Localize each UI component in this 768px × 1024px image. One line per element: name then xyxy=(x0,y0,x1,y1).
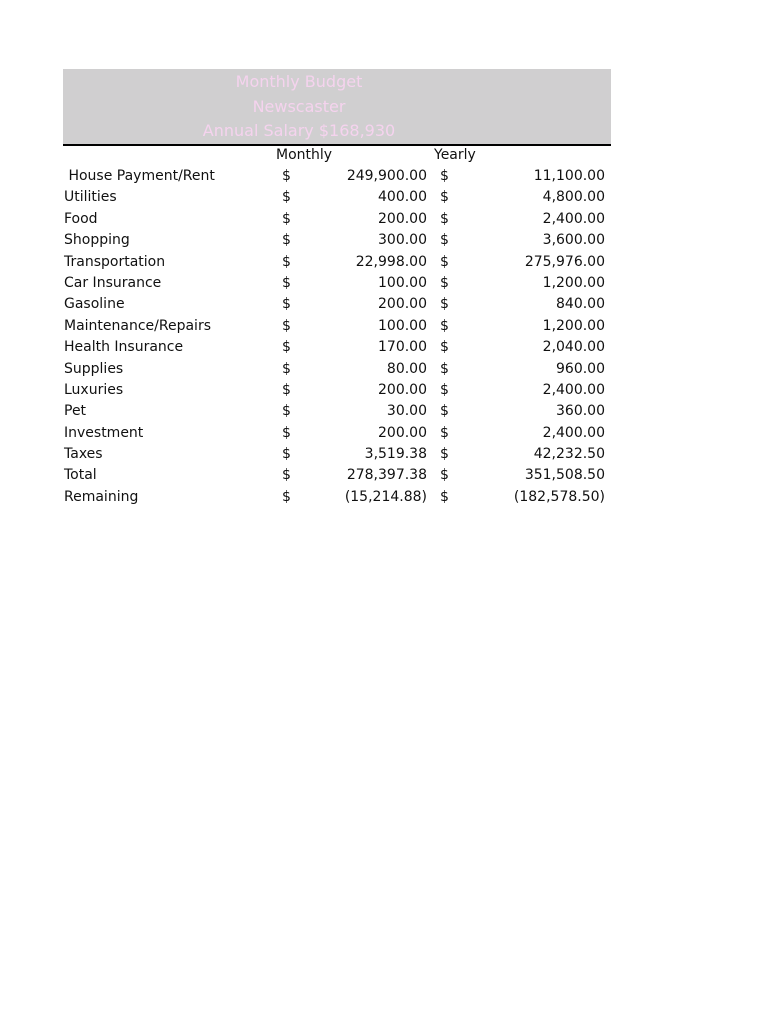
monthly-currency-symbol: $ xyxy=(282,360,291,377)
yearly-amount: 1,200.00 xyxy=(542,317,605,334)
row-label: Transportation xyxy=(64,253,166,270)
yearly-currency-symbol: $ xyxy=(440,189,449,206)
column-header-yearly: Yearly xyxy=(434,147,476,163)
yearly-amount: 840.00 xyxy=(556,296,605,313)
yearly-currency-symbol: $ xyxy=(440,488,449,505)
row-label: Gasoline xyxy=(64,296,125,313)
header-band xyxy=(63,69,611,146)
table-row xyxy=(63,230,611,251)
yearly-amount: 960.00 xyxy=(556,360,605,377)
yearly-amount: 42,232.50 xyxy=(533,446,605,463)
monthly-amount: 300.00 xyxy=(378,232,427,249)
yearly-amount: 360.00 xyxy=(556,403,605,420)
monthly-currency-symbol: $ xyxy=(282,339,291,356)
row-label: Pet xyxy=(64,403,87,420)
monthly-currency-symbol: $ xyxy=(282,424,291,441)
row-label: Remaining xyxy=(64,488,139,505)
monthly-amount: 170.00 xyxy=(378,339,427,356)
yearly-currency-symbol: $ xyxy=(440,210,449,227)
yearly-amount: 3,600.00 xyxy=(542,232,605,249)
monthly-currency-symbol: $ xyxy=(282,232,291,249)
row-label: Taxes xyxy=(64,446,103,463)
yearly-currency-symbol: $ xyxy=(440,381,449,398)
row-label: Utilities xyxy=(64,189,117,206)
row-label: Supplies xyxy=(64,360,124,377)
yearly-amount: 351,508.50 xyxy=(524,467,605,484)
monthly-currency-symbol: $ xyxy=(282,403,291,420)
monthly-amount: 100.00 xyxy=(378,317,427,334)
table-row xyxy=(63,209,611,230)
row-label: Luxuries xyxy=(64,381,124,398)
yearly-currency-symbol: $ xyxy=(440,424,449,441)
monthly-currency-symbol: $ xyxy=(282,296,291,313)
yearly-amount: 2,400.00 xyxy=(542,381,605,398)
monthly-currency-symbol: $ xyxy=(282,317,291,334)
row-label: Car Insurance xyxy=(64,274,162,291)
table-row xyxy=(63,337,611,358)
sheet-title: Monthly Budget xyxy=(235,72,363,91)
row-label: Total xyxy=(64,467,97,484)
table-row xyxy=(63,359,611,380)
table-row xyxy=(63,444,611,465)
yearly-amount: (182,578.50) xyxy=(513,488,605,505)
yearly-currency-symbol: $ xyxy=(440,339,449,356)
yearly-currency-symbol: $ xyxy=(440,296,449,313)
monthly-amount: (15,214.88) xyxy=(344,488,427,505)
yearly-currency-symbol: $ xyxy=(440,360,449,377)
row-label: Health Insurance xyxy=(64,339,184,356)
monthly-amount: 3,519.38 xyxy=(364,446,427,463)
budget-sheet xyxy=(63,69,611,508)
monthly-currency-symbol: $ xyxy=(282,446,291,463)
table-row xyxy=(63,316,611,337)
table-row xyxy=(63,273,611,294)
monthly-amount: 30.00 xyxy=(386,403,427,420)
table-row xyxy=(63,380,611,401)
yearly-currency-symbol: $ xyxy=(440,467,449,484)
monthly-amount: 249,900.00 xyxy=(346,168,427,184)
table-row xyxy=(63,401,611,422)
table-row xyxy=(63,423,611,444)
yearly-currency-symbol: $ xyxy=(440,168,449,184)
monthly-currency-symbol: $ xyxy=(282,381,291,398)
row-label: Maintenance/Repairs xyxy=(64,317,211,334)
monthly-currency-symbol: $ xyxy=(282,168,291,184)
monthly-amount: 200.00 xyxy=(378,424,427,441)
row-label: Food xyxy=(64,210,98,227)
yearly-currency-symbol: $ xyxy=(440,253,449,270)
yearly-currency-symbol: $ xyxy=(440,274,449,291)
occupation-title: Newscaster xyxy=(252,96,346,116)
yearly-amount: 11,100.00 xyxy=(533,168,605,184)
column-headers xyxy=(63,146,611,166)
monthly-currency-symbol: $ xyxy=(282,253,291,270)
monthly-amount: 200.00 xyxy=(378,381,427,398)
monthly-amount: 200.00 xyxy=(378,210,427,227)
yearly-amount: 1,200.00 xyxy=(542,274,605,291)
salary-title: Annual Salary $168,930 xyxy=(202,121,396,140)
monthly-currency-symbol: $ xyxy=(282,467,291,484)
monthly-amount: 278,397.38 xyxy=(346,467,427,484)
monthly-amount: 200.00 xyxy=(378,296,427,313)
monthly-currency-symbol: $ xyxy=(282,488,291,505)
yearly-currency-symbol: $ xyxy=(440,232,449,249)
table-row xyxy=(63,252,611,273)
yearly-amount: 2,400.00 xyxy=(542,210,605,227)
yearly-amount: 2,040.00 xyxy=(542,339,605,356)
table-row xyxy=(63,487,611,508)
row-label: House Payment/Rent xyxy=(64,168,215,184)
monthly-amount: 400.00 xyxy=(378,189,427,206)
monthly-amount: 100.00 xyxy=(378,274,427,291)
table-row xyxy=(63,166,611,187)
monthly-currency-symbol: $ xyxy=(282,189,291,206)
yearly-currency-symbol: $ xyxy=(440,403,449,420)
monthly-amount: 80.00 xyxy=(386,360,427,377)
yearly-amount: 275,976.00 xyxy=(524,253,605,270)
table-row xyxy=(63,465,611,486)
monthly-amount: 22,998.00 xyxy=(355,253,427,270)
row-label: Investment xyxy=(64,424,144,441)
yearly-currency-symbol: $ xyxy=(440,317,449,334)
table-row xyxy=(63,294,611,315)
yearly-amount: 2,400.00 xyxy=(542,424,605,441)
yearly-currency-symbol: $ xyxy=(440,446,449,463)
monthly-currency-symbol: $ xyxy=(282,210,291,227)
yearly-amount: 4,800.00 xyxy=(542,189,605,206)
column-header-monthly: Monthly xyxy=(276,147,333,163)
row-label: Shopping xyxy=(64,232,130,249)
budget-rows xyxy=(63,166,611,508)
table-row xyxy=(63,187,611,208)
monthly-currency-symbol: $ xyxy=(282,274,291,291)
